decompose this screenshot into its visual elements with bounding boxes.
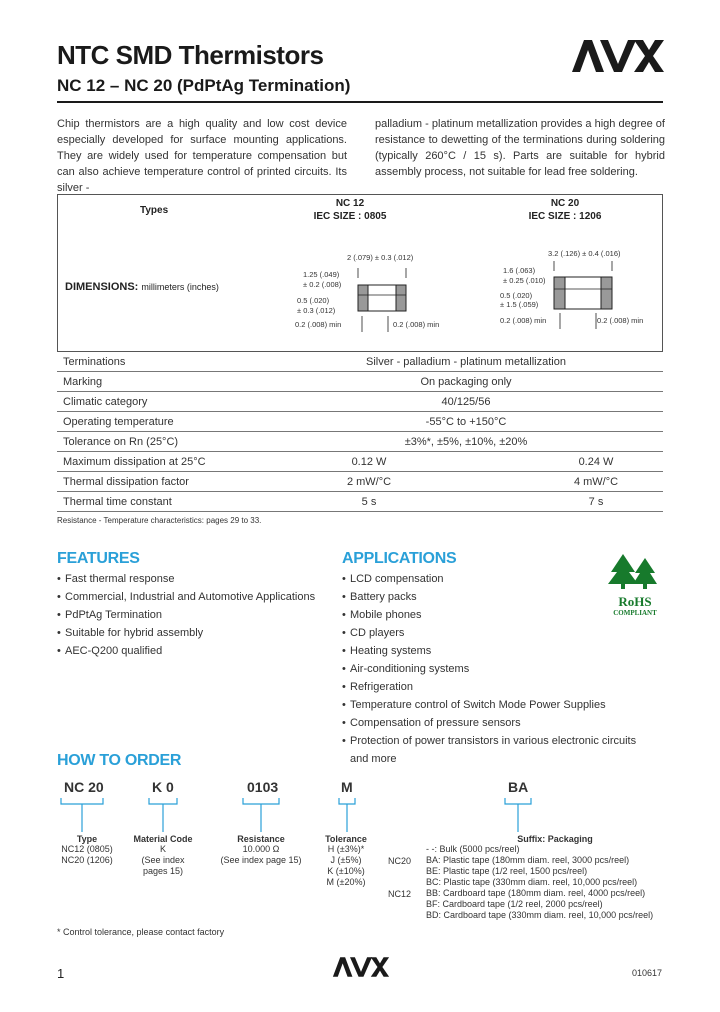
table-note: Resistance - Temperature characteristics: pages 29 to 33. [57, 516, 262, 525]
list-item: • LCD compensation [342, 570, 652, 588]
nc20-term-tol: ± 1.5 (.059) [500, 300, 539, 309]
nc12-length: 2 (.079) ± 0.3 (.012) [347, 253, 414, 262]
types-label: Types [140, 205, 169, 216]
row-label: Thermal dissipation factor [57, 472, 263, 492]
list-item: • Battery packs [342, 588, 652, 606]
row-value-nc20: 7 s [469, 492, 663, 512]
row-label: Tolerance on Rn (25°C) [57, 432, 263, 452]
nc20-min2: 0.2 (.008) min [597, 316, 644, 325]
order-material: Material Code K (See index pages 15) [128, 834, 198, 877]
rohs-sub: COMPLIANT [613, 609, 657, 617]
list-item: • Fast thermal response [57, 570, 327, 588]
nc20-term: 0.5 (.020) [500, 291, 533, 300]
tree-icon [605, 552, 665, 590]
spec-table [57, 352, 663, 512]
row-value-nc12: 2 mW/°C [263, 472, 469, 492]
table-row [57, 432, 663, 452]
order-material-title: Material Code [133, 834, 193, 844]
nc20-height: 1.6 (.063) [503, 266, 536, 275]
order-resistance-title: Resistance [237, 834, 285, 844]
nc20-min: 0.2 (.008) min [500, 316, 547, 325]
row-label: Thermal time constant [57, 492, 263, 512]
nc20-name: NC 20 [550, 198, 580, 209]
nc20-length: 3.2 (.126) ± 0.4 (.016) [548, 249, 621, 258]
nc12-iec: IEC SIZE : 0805 [313, 211, 387, 222]
order-code-material: K 0 [152, 779, 174, 795]
order-packaging-title: Suffix: Packaging [517, 834, 593, 844]
list-item: • CD players [342, 624, 652, 642]
rohs-badge [605, 552, 665, 618]
table-row [57, 492, 663, 512]
nc12-height-tol: ± 0.2 (.008) [303, 280, 342, 289]
row-value-nc12: 5 s [263, 492, 469, 512]
document-code: 010617 [632, 968, 663, 978]
order-code-resistance: 0103 [247, 779, 279, 795]
nc12-min: 0.2 (.008) min [295, 320, 342, 329]
row-label: Marking [57, 372, 263, 392]
order-resistance: Resistance 10.000 Ω (See index page 15) [213, 834, 309, 866]
list-item: • Compensation of pressure sensors [342, 714, 652, 732]
list-item: • AEC-Q200 qualified [57, 642, 327, 660]
table-row [57, 412, 663, 432]
avx-logo [572, 38, 664, 74]
nc20-height-tol: ± 0.25 (.010) [503, 276, 546, 285]
list-item: • Temperature control of Switch Mode Power Supplies [342, 696, 652, 714]
table-row [57, 452, 663, 472]
intro-right: palladium - platinum metallization provides a high degree of resistance to dewetting of the terminations during soldering (typically 260°C / 15 s). Parts are suitable for hybrid assembly process, not suitable for lead free soldering. [375, 118, 665, 178]
row-value-nc20: 4 mW/°C [469, 472, 663, 492]
page-title: NTC SMD Thermistors [57, 40, 324, 70]
row-value: On packaging only [263, 372, 663, 392]
rohs-label: RoHS [618, 594, 652, 609]
row-value: Silver - palladium - platinum metallization [263, 352, 663, 372]
how-to-order-heading: HOW TO ORDER [57, 752, 182, 769]
table-row [57, 472, 663, 492]
order-type: Type NC12 (0805) NC20 (1206) [57, 834, 117, 866]
list-item: • Air-conditioning systems [342, 660, 652, 678]
nc20-iec: IEC SIZE : 1206 [528, 211, 602, 222]
order-code-type: NC 20 [64, 779, 104, 795]
features-heading: FEATURES [57, 550, 140, 567]
list-item: • PdPtAg Termination [57, 606, 327, 624]
title-rule [57, 101, 663, 103]
row-value-nc12: 0.12 W [263, 452, 469, 472]
list-item: • Suitable for hybrid assembly [57, 624, 327, 642]
table-row [57, 372, 663, 392]
order-code-packaging: BA [508, 779, 529, 795]
order-connectors [57, 796, 577, 836]
nc20-pack-label: NC20 [388, 856, 412, 866]
nc12-pack-label: NC12 [388, 889, 412, 899]
features-list [57, 570, 327, 660]
row-value: -55°C to +150°C [263, 412, 663, 432]
order-tolerance: Tolerance H (±3%)* J (±5%) K (±10%) M (±20%) [318, 834, 374, 888]
order-packaging: Suffix: Packaging NC20 NC12 - -: Bulk (5000 pcs/reel) BA: Plastic tape (180mm diam. reel, 3000 pcs/reel) BE: Plastic tape (1/2 reel, 1500 pcs/reel) BC: Plastic tape (330mm diam. reel, 10,000 pcs/reel) BB: Cardboard tape (180mm diam. reel, 4000 pcs/reel) BF: Cardboard tape (1/2 reel, 2000 pcs/reel) BD: Cardboard tape (330mm diam. reel, 10,000 pcs/reel) [380, 834, 670, 921]
avx-footer-logo [332, 956, 390, 978]
applications-heading: APPLICATIONS [342, 550, 457, 567]
row-label: Climatic category [57, 392, 263, 412]
list-item: • Refrigeration [342, 678, 652, 696]
dimensions-unit: millimeters (inches) [141, 282, 219, 292]
list-item: • Heating systems [342, 642, 652, 660]
table-row [57, 392, 663, 412]
row-label: Terminations [57, 352, 263, 372]
nc12-name: NC 12 [335, 198, 365, 209]
page-subtitle: NC 12 – NC 20 (PdPtAg Termination) [57, 76, 351, 95]
list-item: • Mobile phones [342, 606, 652, 624]
list-item: • Commercial, Industrial and Automotive Applications [57, 588, 327, 606]
nc12-header [290, 197, 410, 223]
row-value-nc20: 0.24 W [469, 452, 663, 472]
nc12-term: 0.5 (.020) [297, 296, 330, 305]
nc12-term-tol: ± 0.3 (.012) [297, 306, 336, 315]
page-number: 1 [57, 966, 65, 981]
row-label: Maximum dissipation at 25°C [57, 452, 263, 472]
table-row [57, 352, 663, 372]
order-tolerance-title: Tolerance [325, 834, 367, 844]
nc20-header [505, 197, 625, 223]
row-label: Operating temperature [57, 412, 263, 432]
row-value: ±3%*, ±5%, ±10%, ±20% [263, 432, 663, 452]
list-item: • Protection of power transistors in various electronic circuits and more [342, 732, 652, 768]
order-code-tolerance: M [341, 779, 353, 795]
dimensions-label: DIMENSIONS: millimeters (inches) [65, 281, 219, 293]
intro-left: Chip thermistors are a high quality and low cost device especially developed for surface mounting applications. They are widely used for temperature compensation but can also achieve temperature control of printed circuits. Its silver - [57, 118, 347, 194]
row-value: 40/125/56 [263, 392, 663, 412]
nc12-min2: 0.2 (.008) min [393, 320, 440, 329]
order-footnote: * Control tolerance, please contact factory [57, 927, 225, 937]
nc12-height: 1.25 (.049) [303, 270, 340, 279]
order-type-title: Type [76, 834, 98, 844]
